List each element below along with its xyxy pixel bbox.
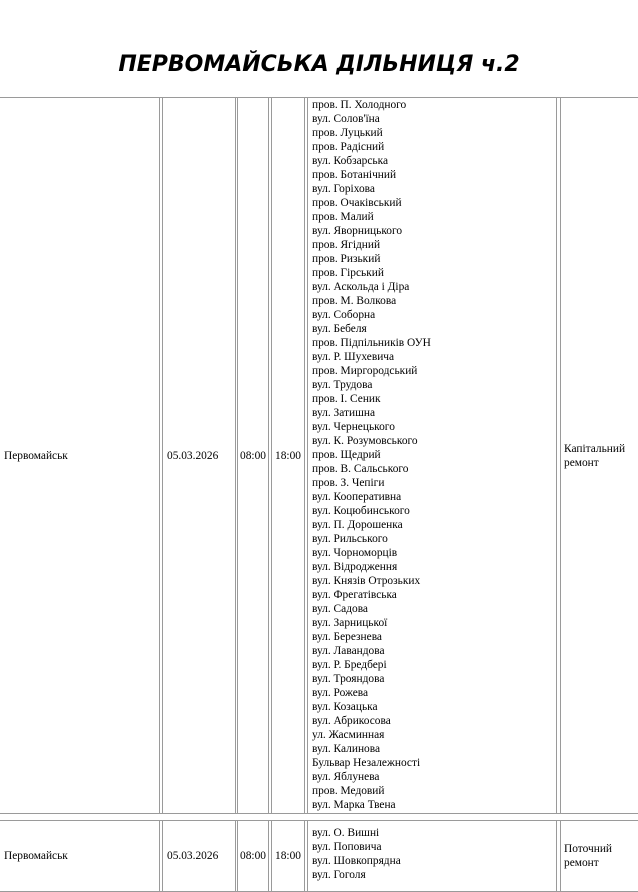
table-row <box>0 97 638 814</box>
street-item: пров. П. Холодного <box>312 99 407 111</box>
street-item: вул. Абрикосова <box>312 715 391 727</box>
street-item: вул. Князів Отрозьких <box>312 575 421 587</box>
outage-table <box>0 97 638 892</box>
work-type-cell: Капітальний ремонт <box>560 98 638 813</box>
street-item: вул. Кобзарська <box>312 155 389 167</box>
start-time-cell: 08:00 <box>237 821 269 891</box>
street-item: пров. Луцький <box>312 127 383 139</box>
street-item: вул. К. Розумовського <box>312 435 418 447</box>
street-item: вул. Калинова <box>312 743 381 755</box>
street-item: пров. Ботанічний <box>312 169 397 181</box>
work-type-cell: Поточний ремонт <box>560 821 638 891</box>
street-item: пров. Радісний <box>312 141 385 153</box>
street-item: вул. Горіхова <box>312 183 375 195</box>
street-item: вул. О. Вишні <box>312 827 380 839</box>
location-cell: Первомайськ <box>0 821 160 891</box>
street-item: пров. Малий <box>312 211 374 223</box>
street-item: вул. Коцюбинського <box>312 505 410 517</box>
street-item: пров. Гірський <box>312 267 384 279</box>
street-item: вул. Гоголя <box>312 869 366 881</box>
street-item: вул. Яблунева <box>312 771 380 783</box>
street-item: вул. Поповича <box>312 841 382 853</box>
street-item: ул. Жасминная <box>312 729 385 741</box>
end-time-cell: 18:00 <box>271 98 305 813</box>
street-item: вул. Аскольда і Діра <box>312 281 410 293</box>
street-item: пров. Ризький <box>312 253 381 265</box>
street-item: вул. Марка Твена <box>312 799 396 811</box>
street-item: вул. Трудова <box>312 379 373 391</box>
streets-cell <box>307 821 557 891</box>
street-item: вул. Шовкопрядна <box>312 855 401 867</box>
street-item: пров. З. Чепіги <box>312 477 385 489</box>
street-item: Бульвар Незалежності <box>312 757 421 769</box>
street-item: пров. Щедрий <box>312 449 381 461</box>
location-cell: Первомайськ <box>0 98 160 813</box>
street-item: вул. Рильського <box>312 533 388 545</box>
street-item: вул. Трояндова <box>312 673 385 685</box>
date-cell: 05.03.2026 <box>162 98 236 813</box>
street-item: вул. Чорноморців <box>312 547 398 559</box>
street-item: вул. Лавандова <box>312 645 385 657</box>
end-time-cell: 18:00 <box>271 821 305 891</box>
street-item: вул. Яворницького <box>312 225 403 237</box>
street-item: пров. М. Волкова <box>312 295 397 307</box>
street-item: вул. Чернецького <box>312 421 395 433</box>
street-item: вул. Відродження <box>312 561 398 573</box>
street-item: пров. Очаківський <box>312 197 402 209</box>
street-item: пров. Медовий <box>312 785 385 797</box>
street-item: вул. Солов'їна <box>312 113 380 125</box>
street-item: пров. І. Сеник <box>312 393 381 405</box>
street-item: пров. Підпільників ОУН <box>312 337 431 349</box>
page-title: ПЕРВОМАЙСЬКА ДІЛЬНИЦЯ ч.2 <box>118 52 520 77</box>
street-item: вул. Затишна <box>312 407 376 419</box>
street-item: вул. Кооперативна <box>312 491 402 503</box>
street-item: вул. Садова <box>312 603 368 615</box>
date-cell: 05.03.2026 <box>162 821 236 891</box>
street-item: вул. Соборна <box>312 309 376 321</box>
street-item: вул. Фрегатівська <box>312 589 397 601</box>
street-item: вул. Р. Шухевича <box>312 351 395 363</box>
streets-cell <box>307 98 557 813</box>
street-item: вул. Зарницької <box>312 617 388 629</box>
street-item: пров. Ягідний <box>312 239 381 251</box>
street-item: вул. Бебеля <box>312 323 367 335</box>
start-time-cell: 08:00 <box>237 98 269 813</box>
street-item: вул. Рожева <box>312 687 369 699</box>
street-item: вул. П. Дорошенка <box>312 519 403 531</box>
table-row <box>0 820 638 892</box>
street-item: вул. Козацька <box>312 701 378 713</box>
street-item: вул. Р. Бредбері <box>312 659 387 671</box>
street-item: пров. В. Сальського <box>312 463 409 475</box>
street-item: вул. Березнева <box>312 631 382 643</box>
street-item: пров. Миргородський <box>312 365 418 377</box>
